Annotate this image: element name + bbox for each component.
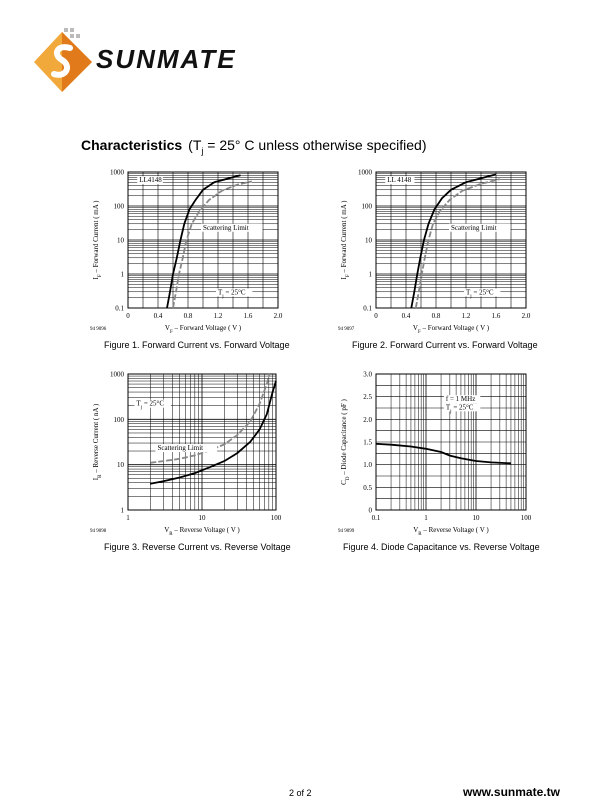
y-axis-label: $C_D$ – Diode Capacitance ( pF ) [340,399,351,485]
x-tick-label: 1.2 [461,312,471,320]
annotation-label: Scattering Limit [157,444,204,453]
x-tick-label: 10 [198,514,206,522]
x-tick-label: 1 [126,514,130,522]
annotation-label: $T_j = 25^\circ C$ [218,288,246,299]
x-tick-label: 0.8 [431,312,441,320]
figure-4-chart [328,362,538,547]
x-axis-label: $V_F$ – Forward Voltage ( V ) [412,324,490,335]
logo-emblem-icon [30,22,100,94]
figure-3-chart [80,362,290,547]
figure-code: 94 9096 [90,327,107,332]
annotation-label: f = 1 MHz [445,395,476,404]
x-tick-label: 0.8 [183,312,193,320]
y-tick-label: 1 [120,506,124,515]
page-number: 2 of 2 [289,788,312,798]
figure-code: 94 9098 [90,529,107,534]
figure-1-caption: Figure 1. Forward Current vs. Forward Voltage [104,340,290,350]
x-tick-label: 1.6 [243,312,253,320]
annotation-label: Scattering Limit [451,223,497,232]
y-tick-label: 1.5 [363,438,372,447]
annotation-label: $T_j = 25^\circ C$ [136,399,165,411]
annotation-label: Scattering Limit [203,223,249,232]
x-axis-label: $V_R$ – Reverse Voltage ( V ) [413,526,489,537]
section-heading [81,137,427,156]
figure-2-chart [328,160,538,350]
x-tick-label: 2.0 [521,312,531,320]
x-tick-label: 100 [270,514,282,522]
heading-condition: ($T_j = 25^\circ$ C unless otherwise specified) [188,137,427,156]
y-tick-label: 1 [120,270,124,279]
y-tick-label: 100 [113,415,124,424]
y-tick-label: 0 [368,506,372,515]
y-tick-label: 0.1 [363,304,372,313]
figure-1-chart [80,160,290,350]
x-axis-label: $V_F$ – Forward Voltage ( V ) [164,324,242,335]
figure-2-caption: Figure 2. Forward Current vs. Forward Voltage [352,340,538,350]
y-tick-label: 1 [368,270,372,279]
y-tick-label: 0.1 [115,304,124,313]
y-tick-label: 10 [117,236,124,245]
x-tick-label: 0.4 [401,312,411,320]
website-url: www.sunmate.tw [463,785,560,799]
y-tick-label: 1000 [110,168,124,177]
annotation-label: LL 4148 [387,176,412,185]
y-tick-label: 10 [365,236,372,245]
annotation-label: LL4148 [139,176,162,185]
x-tick-label: 0 [126,312,130,320]
heading-title: Characteristics [81,137,183,153]
x-tick-label: 1.2 [213,312,223,320]
y-axis-label: $I_R$ – Reverse Current ( nA ) [92,403,103,481]
x-tick-label: 0.4 [153,312,163,320]
y-tick-label: 0.5 [363,483,372,492]
y-axis-label: $I_F$ – Forward Current ( mA ) [340,200,351,280]
y-tick-label: 2.0 [363,415,372,424]
brand-text: SUNMATE [96,44,237,74]
figure-4-caption: Figure 4. Diode Capacitance vs. Reverse Voltage [343,542,540,552]
x-tick-label: 0.1 [371,514,381,522]
series-line-1 [150,381,276,484]
x-tick-label: 10 [472,514,480,522]
x-tick-label: 2.0 [273,312,283,320]
y-tick-label: 1000 [358,168,372,177]
x-axis-label: $V_R$ – Reverse Voltage ( V ) [164,526,240,537]
y-tick-label: 1.0 [363,461,372,470]
x-tick-label: 100 [520,514,532,522]
figure-code: 94 9099 [338,529,355,534]
x-tick-label: 1 [424,514,428,522]
annotation-label: $T_j = 25^\circ C$ [466,288,494,299]
y-tick-label: 1000 [110,370,124,379]
annotation-label: $T_j = 25^\circ C$ [445,403,474,414]
y-tick-label: 100 [361,202,372,211]
y-tick-label: 10 [117,461,124,470]
figure-code: 94 9097 [338,327,355,332]
x-tick-label: 0 [374,312,378,320]
x-tick-label: 1.6 [491,312,501,320]
y-tick-label: 2.5 [363,393,372,402]
y-tick-label: 3.0 [363,370,372,379]
y-axis-label: $I_F$ – Forward Current ( mA ) [92,200,103,280]
figure-3-caption: Figure 3. Reverse Current vs. Reverse Voltage [104,542,291,552]
y-tick-label: 100 [113,202,124,211]
